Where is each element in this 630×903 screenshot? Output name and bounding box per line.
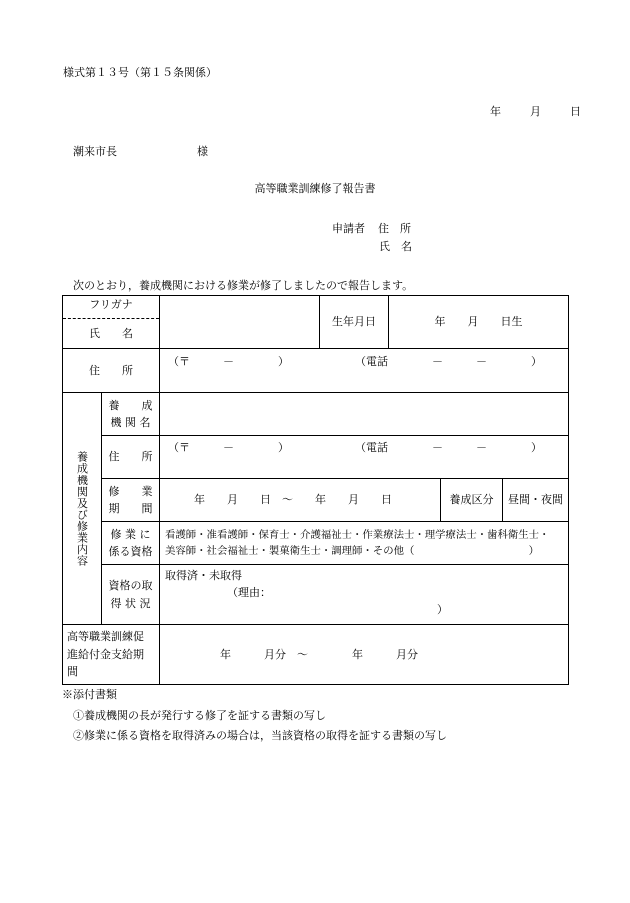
birthdate-label: 生年月日 bbox=[320, 296, 389, 349]
addressee bbox=[73, 145, 208, 158]
acquisition-label bbox=[102, 565, 160, 625]
date-month: 月 bbox=[530, 105, 541, 118]
period-label bbox=[102, 479, 160, 522]
payment-period-label-line2: 進給付金支給期 bbox=[67, 647, 144, 661]
address-label: 住 所 bbox=[63, 349, 160, 393]
addressee-name: 潮来市長 bbox=[73, 145, 117, 158]
applicant-address-line bbox=[332, 222, 411, 235]
attachment-item-2: ②修業に係る資格を取得済みの場合は，当該資格の取得を証する書類の写し bbox=[73, 729, 447, 742]
name-label-cell bbox=[63, 296, 160, 349]
period-label-line1: 修 業 bbox=[108, 484, 153, 498]
date-year: 年 bbox=[490, 105, 501, 118]
acquisition-field[interactable] bbox=[160, 565, 569, 625]
furigana-label: フリガナ bbox=[63, 296, 159, 319]
qualification-label bbox=[102, 522, 160, 565]
report-table bbox=[62, 295, 569, 685]
acquisition-status-options[interactable]: 取得済・未取得 bbox=[165, 569, 242, 582]
form-number: 様式第１３号（第１５条関係） bbox=[63, 66, 217, 79]
section-label: 養成機関及び修業内容 bbox=[75, 450, 89, 567]
name-label: 氏 名 bbox=[89, 327, 133, 340]
acquisition-reason-close: ） bbox=[437, 603, 448, 617]
applicant-label: 申請者 bbox=[332, 222, 365, 235]
document-title: 高等職業訓練修了報告書 bbox=[254, 182, 376, 195]
institution-name-label-line1: 養 成 bbox=[108, 398, 153, 412]
name-field[interactable] bbox=[160, 296, 320, 349]
applicant-name-label: 氏 名 bbox=[379, 240, 412, 253]
qualification-label-line1: 修 業 に bbox=[110, 527, 151, 541]
payment-period-label bbox=[63, 625, 160, 685]
birthdate-field[interactable]: 年 月 日生 bbox=[389, 296, 569, 349]
institution-name-label bbox=[102, 393, 160, 436]
payment-period-field[interactable]: 年 月分 ～ 年 月分 bbox=[160, 625, 569, 685]
payment-period-label-line3: 間 bbox=[67, 665, 78, 679]
address-field[interactable]: （〒 － ） （電話 － － ） bbox=[160, 349, 569, 393]
period-field[interactable]: 年 月 日 ～ 年 月 日 bbox=[160, 479, 441, 522]
institution-name-label-line2: 機 関 名 bbox=[110, 416, 151, 429]
applicant-address-label: 住 所 bbox=[378, 222, 411, 235]
division-options[interactable]: 昼間・夜間 bbox=[503, 479, 569, 522]
division-label: 養成区分 bbox=[441, 479, 503, 522]
institution-name-field[interactable] bbox=[160, 393, 569, 436]
section-label-cell bbox=[63, 393, 102, 625]
acquisition-reason-label: （理由： bbox=[227, 586, 271, 600]
institution-address-field[interactable]: （〒 － ） （電話 － － ） bbox=[160, 436, 569, 479]
acquisition-label-line2: 得 状 況 bbox=[110, 596, 151, 610]
qualification-options-line1: 看護師・准看護師・保育士・介護福祉士・作業療法士・理学療法士・歯科衛生士・ bbox=[165, 528, 550, 541]
attachment-item-1: ①養成機関の長が発行する修了を証する書類の写し bbox=[73, 709, 326, 722]
intro-text: 次のとおり，養成機関における修業が修了しましたので報告します。 bbox=[73, 279, 414, 292]
submission-date bbox=[490, 105, 581, 118]
qualification-options[interactable] bbox=[160, 522, 569, 565]
attachments-heading: ※添付書類 bbox=[62, 688, 117, 701]
addressee-suffix: 様 bbox=[197, 145, 208, 158]
qualification-options-line2: 美容師・社会福祉士・製菓衛生士・調理師・その他（ ） bbox=[165, 545, 540, 557]
payment-period-label-line1: 高等職業訓練促 bbox=[67, 630, 144, 644]
date-day: 日 bbox=[570, 105, 581, 118]
qualification-label-line2: 係る資格 bbox=[108, 545, 153, 558]
period-label-line2: 期 間 bbox=[108, 502, 153, 515]
institution-address-label: 住 所 bbox=[102, 436, 160, 479]
acquisition-label-line1: 資格の取 bbox=[108, 579, 153, 593]
